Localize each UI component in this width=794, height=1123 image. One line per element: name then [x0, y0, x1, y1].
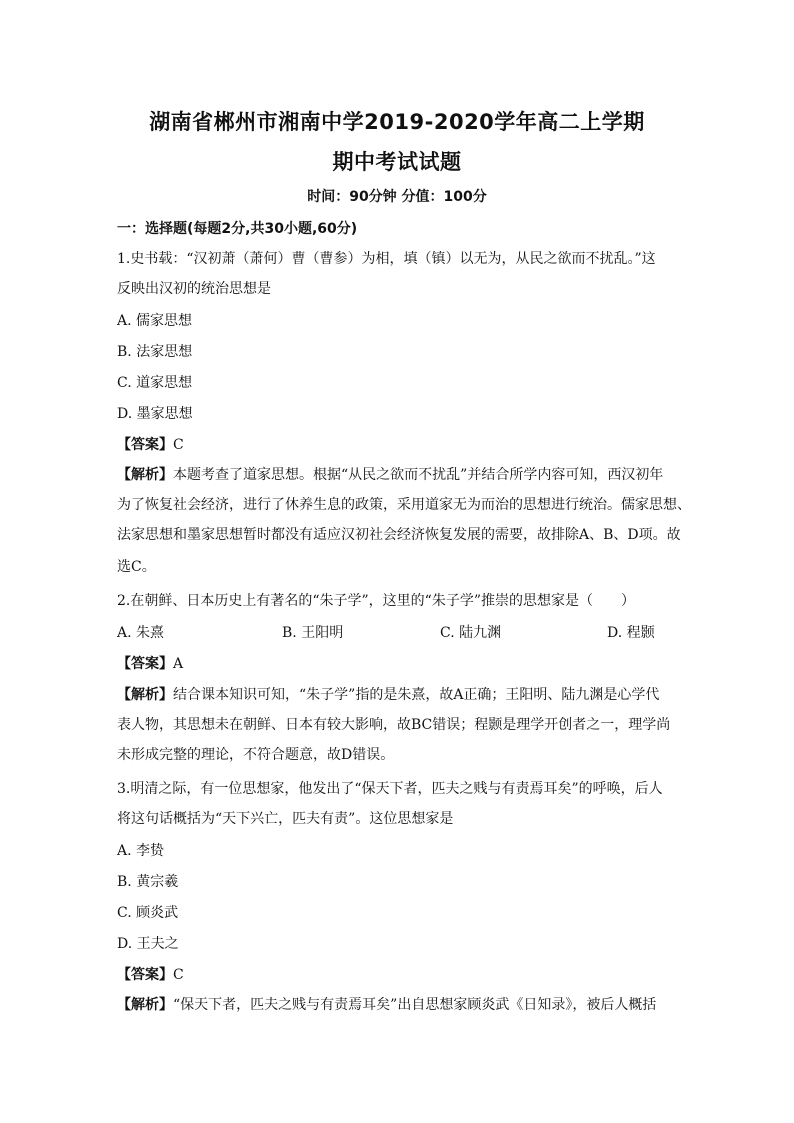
q1-analysis-line1: [117, 466, 687, 484]
answer-tag: 【答案】: [117, 656, 173, 672]
q2-stem: 2.在朝鲜、日本历史上有著名的“朱子学”，这里的“朱子学”推崇的思想家是（ ）: [117, 593, 635, 609]
answer-value: C: [173, 967, 184, 983]
analysis-tag: 【解析】: [117, 687, 173, 703]
q3-analysis-line1: [117, 996, 687, 1014]
q3-stem-line2: 将这句话概括为“天下兴亡，匹夫有责”。这位思想家是: [117, 811, 454, 827]
q1-option-b: B. 法家思想: [117, 344, 193, 360]
q3-stem-line1: 3.明清之际，有一位思想家，他发出了“保天下者，匹夫之贱与有责焉耳矣”的呼唤，后人: [117, 781, 663, 797]
q3-option-a: A. 李贽: [117, 843, 165, 859]
analysis-text: “保天下者，匹夫之贱与有责焉耳矣”出自思想家顾炎武《日知录》，被后人概括: [173, 997, 657, 1013]
q3-option-d: D. 王夫之: [117, 936, 179, 952]
q2-answer: [117, 655, 687, 673]
q1-option-a: A. 儒家思想: [117, 313, 193, 329]
analysis-text: 结合课本知识可知，“朱子学”指的是朱熹，故A正确；王阳明、陆九渊是心学代: [173, 687, 660, 703]
q3-answer: [117, 966, 687, 984]
analysis-text: 本题考查了道家思想。根据“从民之欲而不扰乱”并结合所学内容可知，西汉初年: [173, 467, 664, 483]
q1-analysis-line3: 法家思想和墨家思想暂时都没有适应汉初社会经济恢复发展的需要，故排除A、B、D项。故: [117, 527, 681, 543]
q1-option-c: C. 道家思想: [117, 375, 193, 391]
analysis-tag: 【解析】: [117, 997, 173, 1013]
answer-value: C: [173, 437, 184, 453]
q2-option-d: D. 程颢: [607, 625, 655, 641]
section-heading: 一：选择题(每题2分,共30小题,60分): [117, 221, 358, 237]
q3-option-b: B. 黄宗羲: [117, 874, 179, 890]
q2-option-b: B. 王阳明: [282, 625, 344, 641]
document-title-line2: 期中考试试题: [332, 150, 462, 174]
document-title-line1: 湖南省郴州市湘南中学2019-2020学年高二上学期: [149, 110, 645, 134]
q1-option-d: D. 墨家思想: [117, 406, 193, 422]
q2-option-c: C. 陆九渊: [440, 625, 502, 641]
analysis-tag: 【解析】: [117, 467, 173, 483]
q2-analysis-line2: 表人物，其思想未在朝鲜、日本有较大影响，故BC错误；程颢是理学开创者之一，理学尚: [117, 717, 671, 733]
q1-stem-line1: 1.史书载：“汉初萧（萧何）曹（曹参）为相，填（镇）以无为，从民之欲而不扰乱。”这: [117, 251, 656, 267]
answer-tag: 【答案】: [117, 967, 173, 983]
q1-analysis-line2: 为了恢复社会经济，进行了休养生息的政策，采用道家无为而治的思想进行统治。儒家思想、: [117, 497, 691, 513]
exam-meta: 时间：90分钟 分值：100分: [307, 189, 487, 205]
q1-answer: [117, 436, 687, 454]
answer-value: A: [173, 656, 184, 672]
answer-tag: 【答案】: [117, 437, 173, 453]
q1-stem-line2: 反映出汉初的统治思想是: [117, 281, 271, 297]
q2-analysis-line3: 未形成完整的理论，不符合题意，故D错误。: [117, 747, 395, 763]
q2-option-a: A. 朱熹: [117, 625, 165, 641]
q1-analysis-line4: 选C。: [117, 559, 156, 575]
q2-analysis-line1: [117, 686, 687, 704]
q3-option-c: C. 顾炎武: [117, 905, 179, 921]
